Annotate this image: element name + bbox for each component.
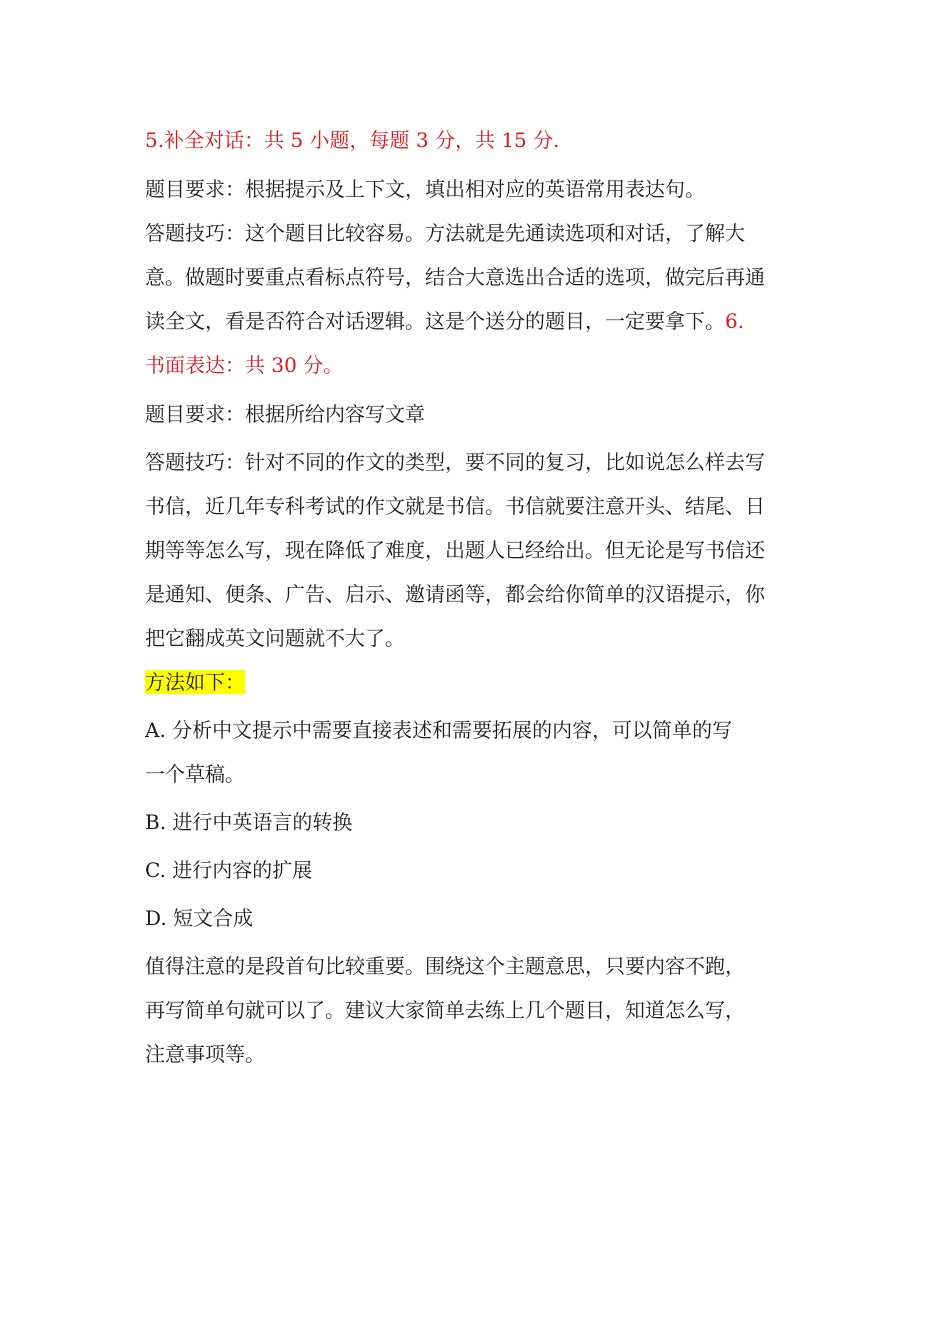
document-page <box>145 118 825 1076</box>
section6-tips-line4: 是通知、便条、广告、启示、邀请函等，都会给你简单的汉语提示，你 <box>145 582 765 606</box>
section6-tips-line1: 答题技巧：针对不同的作文的类型，要不同的复习，比如说怎么样去写 <box>145 450 765 474</box>
section5-heading: 5.补全对话：共 5 小题，每题 3 分，共 15 分. <box>145 128 560 152</box>
section6-heading: 书面表达：共 30 分。 <box>145 353 344 377</box>
method-label-highlight: 方法如下： <box>145 670 245 694</box>
step-c: C. 进行内容的扩展 <box>145 858 313 882</box>
section5-tips-line3 <box>145 299 825 343</box>
section5-tips-line1: 答题技巧：这个题目比较容易。方法就是先通读选项和对话，了解大 <box>145 221 745 245</box>
section5-tips-line3-text: 读全文，看是否符合对话逻辑。这是个送分的题目，一定要拿下。 <box>145 309 725 333</box>
step-b: B. 进行中英语言的转换 <box>145 810 353 834</box>
section6-tips-line5: 把它翻成英文问题就不大了。 <box>145 626 405 650</box>
step-a-line1: A. 分析中文提示中需要直接表述和需要拓展的内容，可以简单的写 <box>145 718 733 742</box>
note-line2: 再写简单句就可以了。建议大家简单去练上几个题目，知道怎么写， <box>145 998 745 1022</box>
note-line1: 值得注意的是段首句比较重要。围绕这个主题意思，只要内容不跑， <box>145 954 745 978</box>
section5-requirement: 题目要求：根据提示及上下文，填出相对应的英语常用表达句。 <box>145 177 705 201</box>
section6-tips-line3: 期等等怎么写，现在降低了难度，出题人已经给出。但无论是写书信还 <box>145 538 765 562</box>
section6-requirement: 题目要求：根据所给内容写文章 <box>145 402 425 426</box>
section6-number: 6. <box>725 309 745 333</box>
step-d: D. 短文合成 <box>145 906 254 930</box>
section5-tips-line2: 意。做题时要重点看标点符号，结合大意选出合适的选项，做完后再通 <box>145 265 765 289</box>
method-label <box>145 660 825 704</box>
step-a-line2: 一个草稿。 <box>145 762 245 786</box>
note-line3: 注意事项等。 <box>145 1042 265 1066</box>
section6-tips-line2: 书信，近几年专科考试的作文就是书信。书信就要注意开头、结尾、日 <box>145 494 765 518</box>
